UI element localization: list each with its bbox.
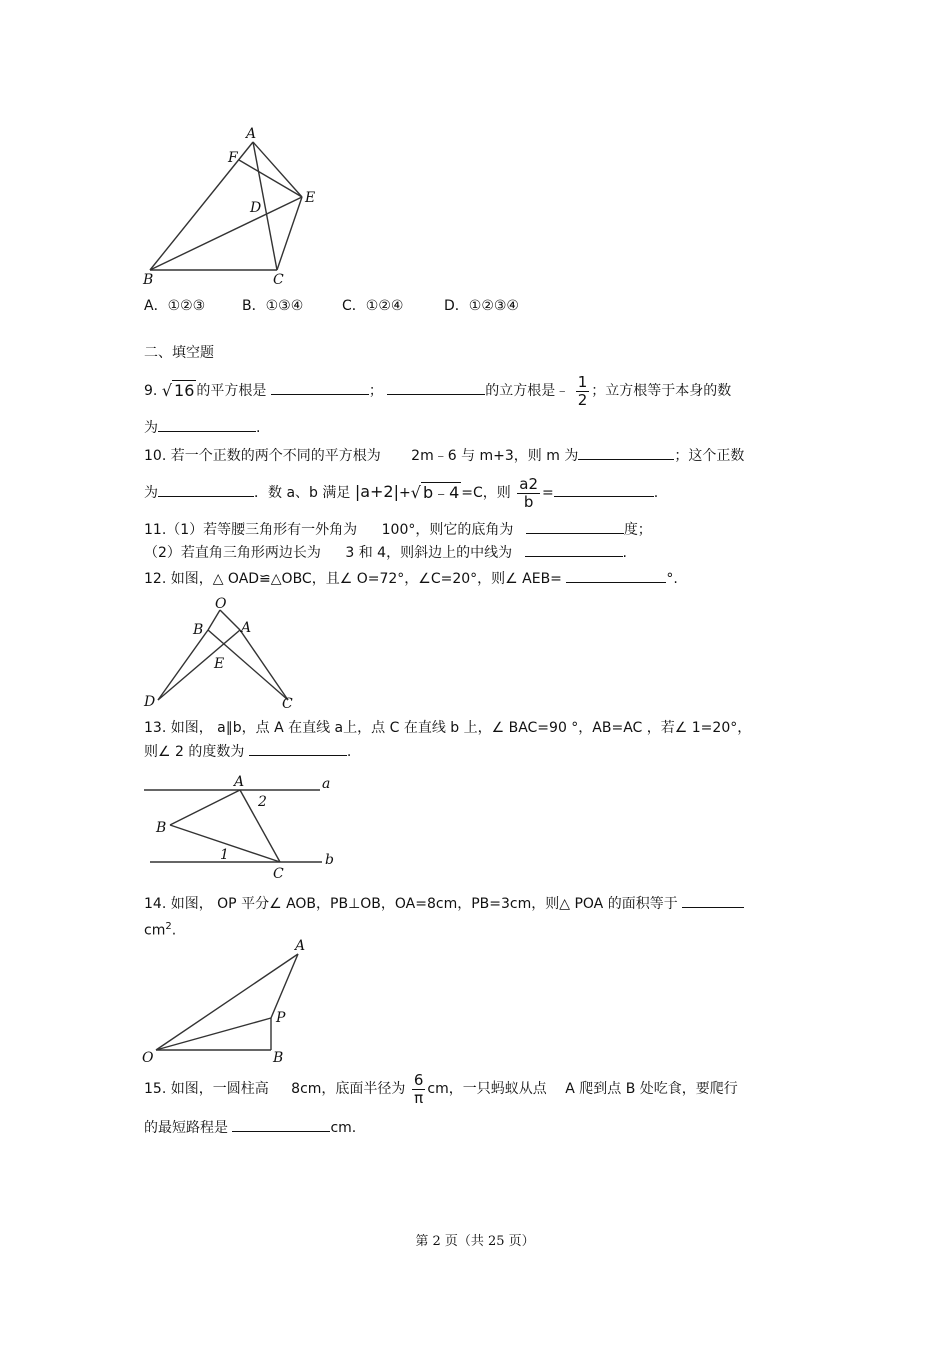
q14-label-P: P xyxy=(276,1010,286,1026)
label-E: E xyxy=(305,190,316,206)
sqrt-16: √ 16 xyxy=(161,381,195,400)
q15-frac-num: 6 xyxy=(413,1071,424,1089)
q15-l1a: 15. 如图，一圆柱高 xyxy=(144,1081,269,1097)
label-F: F xyxy=(228,150,238,166)
figure-q12 xyxy=(140,596,300,710)
q12-blank[interactable] xyxy=(566,581,666,583)
q14-sup: 2 xyxy=(165,921,172,932)
q10-sqrt: √ b﹣4 xyxy=(410,483,460,502)
q14-l1: 14. 如图， OP 平分∠ AOB，PB⊥OB，OA=8cm，PB=3cm，则△ POA 的面积等于 xyxy=(144,896,678,912)
q12-text: 12. 如图，△ OAD≌△OBC，且∠ O=72°，∠C=20°，则∠ AEB= xyxy=(144,571,562,587)
q11-l1b: 100°，则它的底角为 xyxy=(381,522,514,538)
q10-eq2: = xyxy=(542,485,554,501)
q10-expr: 2m﹣6 与 m+3，则 m 为 xyxy=(411,448,579,464)
q9-text1: 的平方根是 xyxy=(196,383,267,399)
figure-q8 xyxy=(140,122,330,287)
q10-radicand: b﹣4 xyxy=(422,483,460,502)
q15-line2 xyxy=(144,1121,356,1135)
q15-blank[interactable] xyxy=(232,1130,330,1132)
q10-blank2[interactable] xyxy=(158,495,254,497)
q11-blank1[interactable] xyxy=(526,532,624,534)
option-d xyxy=(444,299,519,313)
q9-fraction xyxy=(576,374,590,408)
q13-label-b: b xyxy=(325,852,334,868)
q10-abs-inner: a+2 xyxy=(360,482,394,501)
q13-label-2: 2 xyxy=(258,794,267,810)
q15-l1b: 8cm，底面半径为 xyxy=(291,1081,406,1097)
label-A: A xyxy=(246,126,257,142)
q10-blank3[interactable] xyxy=(554,495,654,497)
q12-label-E: E xyxy=(214,656,225,672)
q15-l1d: A 爬到点 B 处吃食，要爬行 xyxy=(565,1081,738,1097)
q9-text4: 为 xyxy=(144,420,158,436)
q10-plus: + xyxy=(399,485,411,501)
q14-line1 xyxy=(144,897,744,911)
label-C: C xyxy=(273,272,284,287)
q10-blank1[interactable] xyxy=(578,458,674,460)
q10-text1: 若一个正数的两个不同的平方根为 xyxy=(170,448,381,464)
option-d-text: ①②③④ xyxy=(468,298,519,314)
q14-label-O: O xyxy=(142,1050,154,1064)
option-b xyxy=(242,299,303,313)
q9-radicand: 16 xyxy=(174,381,195,400)
q11-line2 xyxy=(144,546,627,560)
q12-line xyxy=(144,572,678,586)
q13-line2 xyxy=(144,745,351,759)
q14-end: . xyxy=(171,922,177,939)
q11-line1 xyxy=(144,523,652,537)
q9-number: 9. xyxy=(144,383,158,399)
q10-frac-num: a2 xyxy=(519,475,538,493)
q15-frac-den: π xyxy=(414,1088,424,1107)
q13-end: . xyxy=(346,744,352,760)
q10-fraction xyxy=(517,476,540,510)
q12-label-D: D xyxy=(144,694,156,710)
q13-label-a: a xyxy=(322,776,331,792)
q12-end: °. xyxy=(666,571,678,587)
q11-l2c: . xyxy=(622,545,627,561)
figure-q14 xyxy=(140,936,320,1064)
q10-number: 10. xyxy=(144,448,167,464)
q15-l1c: cm，一只蚂蚁从点 xyxy=(427,1081,547,1097)
q13-blank[interactable] xyxy=(249,754,347,756)
option-b-text: ①③④ xyxy=(265,298,304,314)
q10-end: . xyxy=(653,485,659,501)
q10-frac-den: b xyxy=(523,492,534,511)
option-b-letter: B． xyxy=(242,298,266,314)
q10-eq: =C，则 xyxy=(461,485,511,501)
q14-l2: cm xyxy=(144,922,166,939)
section-title: 二、填空题 xyxy=(144,345,214,361)
figure-q13 xyxy=(140,770,340,880)
q15-l2: 的最短路程是 xyxy=(144,1120,228,1136)
q13-line1: 13. 如图， a∥b，点 A 在直线 a上，点 C 在直线 b 上，∠ BAC=90 °，AB=AC ，若∠ 1=20°， xyxy=(144,720,752,736)
label-B: B xyxy=(143,272,154,287)
q10-text4: ．数 a、b 满足 xyxy=(254,485,351,501)
option-c-letter: C． xyxy=(342,298,366,314)
q9-text2: 的立方根是﹣ xyxy=(485,383,570,399)
q12-label-B: B xyxy=(193,622,204,638)
q9-blank3[interactable] xyxy=(158,430,256,432)
q13-label-B: B xyxy=(156,820,167,836)
q10-text3: 为 xyxy=(144,485,158,501)
q9-frac-num: 1 xyxy=(577,373,588,391)
q9-line2 xyxy=(144,421,260,435)
option-c xyxy=(342,299,403,313)
page-footer: 第 2 页（共 25 页） xyxy=(415,1234,535,1249)
q15-fraction xyxy=(412,1072,426,1106)
q11-l1c: 度； xyxy=(623,522,652,538)
option-a-letter: A． xyxy=(144,298,168,314)
option-c-text: ①②④ xyxy=(365,298,404,314)
q12-label-A: A xyxy=(241,620,252,636)
option-a xyxy=(144,299,205,313)
q10-line1 xyxy=(144,449,744,463)
q9-blank2[interactable] xyxy=(387,393,485,395)
q9-end: . xyxy=(256,420,261,436)
q9-line1 xyxy=(144,374,731,408)
q15-l2end: cm. xyxy=(330,1120,357,1136)
q11-blank2[interactable] xyxy=(525,555,623,557)
q13-label-1: 1 xyxy=(220,847,229,863)
q13-label-C: C xyxy=(273,866,284,880)
option-a-text: ①②③ xyxy=(167,298,206,314)
q14-label-A: A xyxy=(295,938,306,954)
q14-label-B: B xyxy=(273,1050,284,1064)
q10-abs: |a+2| xyxy=(354,482,399,501)
q12-label-C: C xyxy=(282,696,293,710)
q11-l2b: 3 和 4，则斜边上的中线为 xyxy=(345,545,513,561)
q11-l2a: （2）若直角三角形两边长为 xyxy=(144,545,321,561)
option-d-letter: D． xyxy=(444,298,469,314)
q9-frac-den: 2 xyxy=(577,390,588,409)
q15-line1 xyxy=(144,1070,738,1108)
q10-line2 xyxy=(144,474,658,510)
q9-semicolon: ； xyxy=(368,383,383,399)
label-D: D xyxy=(250,200,262,216)
q14-blank[interactable] xyxy=(682,906,744,908)
q13-l2: 则∠ 2 的度数为 xyxy=(144,744,245,760)
q13-label-A: A xyxy=(234,774,245,790)
q11-l1a: 11.（1）若等腰三角形有一外角为 xyxy=(144,522,358,538)
q12-label-O: O xyxy=(215,596,227,612)
q9-blank1[interactable] xyxy=(271,393,369,395)
q9-text3: ；立方根等于本身的数 xyxy=(591,383,732,399)
q10-text2: ；这个正数 xyxy=(674,448,745,464)
